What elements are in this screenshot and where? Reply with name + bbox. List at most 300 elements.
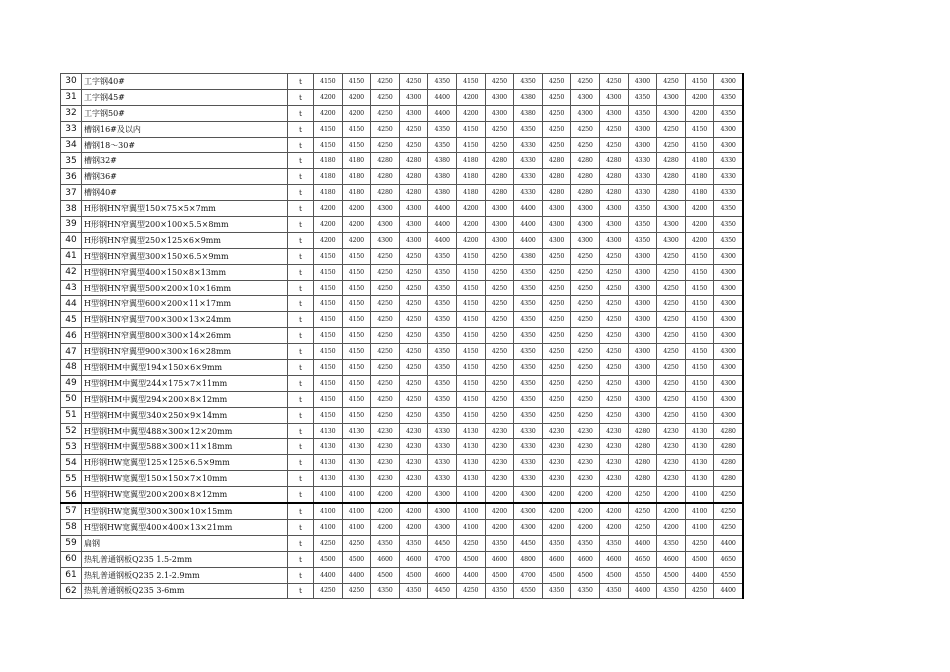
price-cell: 4300 xyxy=(514,519,543,535)
row-number: 43 xyxy=(61,280,82,296)
material-name: H型钢HN窄翼型700×300×13×24mm xyxy=(82,312,288,328)
unit-cell: t xyxy=(288,535,314,551)
price-cell: 4600 xyxy=(571,551,600,567)
price-cell: 4200 xyxy=(456,217,485,233)
material-name: 热轧普通钢板Q235 1.5-2mm xyxy=(82,551,288,567)
price-cell: 4250 xyxy=(399,375,428,391)
row-number: 60 xyxy=(61,551,82,567)
price-cell: 4600 xyxy=(428,567,457,583)
row-number: 56 xyxy=(61,487,82,503)
price-cell: 4250 xyxy=(542,121,571,137)
price-cell: 4300 xyxy=(485,232,514,248)
row-number: 53 xyxy=(61,439,82,455)
table-row xyxy=(61,519,743,535)
price-cell: 4330 xyxy=(428,439,457,455)
price-cell: 4180 xyxy=(314,185,343,201)
price-cell: 4200 xyxy=(314,201,343,217)
table-row xyxy=(61,248,743,264)
price-cell: 4280 xyxy=(542,153,571,169)
price-cell: 4280 xyxy=(628,423,657,439)
price-cell: 4350 xyxy=(542,535,571,551)
price-cell: 4150 xyxy=(456,407,485,423)
price-cell: 4250 xyxy=(657,344,686,360)
price-cell: 4250 xyxy=(371,312,400,328)
price-cell: 4130 xyxy=(342,455,371,471)
price-cell: 4300 xyxy=(485,201,514,217)
material-name: 工字钢45# xyxy=(82,89,288,105)
price-cell: 4250 xyxy=(542,74,571,90)
table-row xyxy=(61,185,743,201)
price-cell: 4280 xyxy=(714,455,743,471)
price-cell: 4350 xyxy=(428,407,457,423)
price-cell: 4300 xyxy=(714,391,743,407)
price-cell: 4300 xyxy=(628,375,657,391)
price-cell: 4500 xyxy=(657,567,686,583)
price-cell: 4250 xyxy=(399,121,428,137)
price-cell: 4250 xyxy=(657,328,686,344)
price-cell: 4300 xyxy=(714,407,743,423)
price-cell: 4150 xyxy=(685,296,714,312)
price-cell: 4400 xyxy=(314,567,343,583)
price-cell: 4250 xyxy=(371,248,400,264)
price-cell: 4150 xyxy=(342,121,371,137)
price-cell: 4230 xyxy=(657,471,686,487)
price-cell: 4250 xyxy=(542,407,571,423)
price-cell: 4300 xyxy=(428,503,457,519)
price-cell: 4250 xyxy=(485,296,514,312)
price-cell: 4130 xyxy=(685,471,714,487)
price-cell: 4200 xyxy=(685,105,714,121)
price-cell: 4250 xyxy=(599,280,628,296)
price-cell: 4250 xyxy=(342,535,371,551)
row-number: 44 xyxy=(61,296,82,312)
table-row xyxy=(61,487,743,503)
price-cell: 4250 xyxy=(599,248,628,264)
price-cell: 4230 xyxy=(571,439,600,455)
price-cell: 4250 xyxy=(399,264,428,280)
price-cell: 4250 xyxy=(571,328,600,344)
price-cell: 4350 xyxy=(628,201,657,217)
price-cell: 4350 xyxy=(628,232,657,248)
price-cell: 4230 xyxy=(599,439,628,455)
price-cell: 4250 xyxy=(657,137,686,153)
unit-cell: t xyxy=(288,567,314,583)
material-name: 槽钢16#及以内 xyxy=(82,121,288,137)
price-cell: 4200 xyxy=(456,89,485,105)
price-cell: 4600 xyxy=(399,551,428,567)
price-cell: 4250 xyxy=(371,74,400,90)
price-cell: 4200 xyxy=(456,201,485,217)
table-row xyxy=(61,280,743,296)
price-cell: 4350 xyxy=(428,296,457,312)
price-cell: 4300 xyxy=(714,360,743,376)
unit-cell: t xyxy=(288,232,314,248)
table-row xyxy=(61,439,743,455)
table-row xyxy=(61,217,743,233)
price-cell: 4250 xyxy=(485,391,514,407)
price-cell: 4230 xyxy=(542,471,571,487)
price-cell: 4200 xyxy=(314,89,343,105)
price-cell: 4250 xyxy=(542,344,571,360)
price-cell: 4250 xyxy=(657,407,686,423)
price-cell: 4230 xyxy=(485,439,514,455)
price-cell: 4400 xyxy=(714,535,743,551)
unit-cell: t xyxy=(288,169,314,185)
price-cell: 4200 xyxy=(542,503,571,519)
price-cell: 4230 xyxy=(599,471,628,487)
price-cell: 4300 xyxy=(714,280,743,296)
price-cell: 4100 xyxy=(456,487,485,503)
price-cell: 4180 xyxy=(342,169,371,185)
price-cell: 4300 xyxy=(628,360,657,376)
price-cell: 4200 xyxy=(314,105,343,121)
material-name: H型钢HN窄翼型500×200×10×16mm xyxy=(82,280,288,296)
price-cell: 4300 xyxy=(628,391,657,407)
table-row xyxy=(61,264,743,280)
price-cell: 4350 xyxy=(514,296,543,312)
price-cell: 4150 xyxy=(314,375,343,391)
price-cell: 4230 xyxy=(571,455,600,471)
price-cell: 4150 xyxy=(342,137,371,153)
price-cell: 4400 xyxy=(428,105,457,121)
price-cell: 4250 xyxy=(657,312,686,328)
unit-cell: t xyxy=(288,121,314,137)
price-cell: 4250 xyxy=(599,312,628,328)
price-cell: 4150 xyxy=(456,74,485,90)
price-cell: 4200 xyxy=(485,503,514,519)
price-cell: 4300 xyxy=(628,344,657,360)
price-cell: 4350 xyxy=(714,201,743,217)
unit-cell: t xyxy=(288,439,314,455)
price-cell: 4200 xyxy=(599,503,628,519)
price-cell: 4230 xyxy=(542,439,571,455)
price-cell: 4250 xyxy=(485,280,514,296)
table-row xyxy=(61,503,743,519)
price-cell: 4350 xyxy=(399,535,428,551)
price-cell: 4250 xyxy=(714,487,743,503)
price-cell: 4250 xyxy=(571,280,600,296)
price-cell: 4280 xyxy=(628,455,657,471)
price-cell: 4280 xyxy=(599,153,628,169)
price-cell: 4400 xyxy=(628,535,657,551)
price-cell: 4350 xyxy=(428,328,457,344)
table-row xyxy=(61,535,743,551)
row-number: 31 xyxy=(61,89,82,105)
price-cell: 4300 xyxy=(371,217,400,233)
row-number: 55 xyxy=(61,471,82,487)
price-cell: 4350 xyxy=(514,375,543,391)
material-name: 热轧普通钢板Q235 2.1-2.9mm xyxy=(82,567,288,583)
material-name: H型钢HM中翼型588×300×11×18mm xyxy=(82,439,288,455)
price-cell: 4450 xyxy=(428,535,457,551)
price-cell: 4250 xyxy=(599,121,628,137)
price-cell: 4230 xyxy=(485,455,514,471)
material-name: H形钢HW宽翼型125×125×6.5×9mm xyxy=(82,455,288,471)
price-cell: 4250 xyxy=(628,503,657,519)
price-cell: 4150 xyxy=(685,360,714,376)
price-cell: 4330 xyxy=(428,471,457,487)
price-cell: 4280 xyxy=(542,169,571,185)
unit-cell: t xyxy=(288,264,314,280)
price-cell: 4400 xyxy=(714,583,743,599)
price-cell: 4150 xyxy=(342,344,371,360)
price-cell: 4350 xyxy=(428,391,457,407)
price-cell: 4150 xyxy=(685,280,714,296)
price-cell: 4180 xyxy=(314,169,343,185)
price-cell: 4350 xyxy=(428,74,457,90)
table-row xyxy=(61,375,743,391)
material-name: H型钢HN窄翼型400×150×8×13mm xyxy=(82,264,288,280)
price-cell: 4380 xyxy=(428,169,457,185)
price-cell: 4450 xyxy=(514,535,543,551)
row-number: 38 xyxy=(61,201,82,217)
price-cell: 4300 xyxy=(714,264,743,280)
price-cell: 4350 xyxy=(514,312,543,328)
price-cell: 4150 xyxy=(685,74,714,90)
price-cell: 4250 xyxy=(485,344,514,360)
material-name: H型钢HN窄翼型900×300×16×28mm xyxy=(82,344,288,360)
table-row xyxy=(61,344,743,360)
price-cell: 4250 xyxy=(399,296,428,312)
table-row xyxy=(61,121,743,137)
price-cell: 4350 xyxy=(657,535,686,551)
price-cell: 4350 xyxy=(514,264,543,280)
price-cell: 4250 xyxy=(371,407,400,423)
price-cell: 4330 xyxy=(628,185,657,201)
price-cell: 4250 xyxy=(571,344,600,360)
row-number: 45 xyxy=(61,312,82,328)
price-cell: 4250 xyxy=(599,360,628,376)
row-number: 58 xyxy=(61,519,82,535)
price-cell: 4150 xyxy=(342,296,371,312)
price-cell: 4350 xyxy=(628,89,657,105)
price-cell: 4400 xyxy=(342,567,371,583)
price-cell: 4180 xyxy=(314,153,343,169)
unit-cell: t xyxy=(288,423,314,439)
price-cell: 4500 xyxy=(314,551,343,567)
price-cell: 4250 xyxy=(599,74,628,90)
price-cell: 4300 xyxy=(571,89,600,105)
price-cell: 4130 xyxy=(342,423,371,439)
price-cell: 4300 xyxy=(657,232,686,248)
price-cell: 4150 xyxy=(685,328,714,344)
row-number: 35 xyxy=(61,153,82,169)
price-cell: 4130 xyxy=(314,423,343,439)
price-cell: 4350 xyxy=(428,121,457,137)
price-cell: 4150 xyxy=(456,360,485,376)
price-cell: 4150 xyxy=(314,296,343,312)
price-cell: 4300 xyxy=(485,217,514,233)
price-cell: 4250 xyxy=(456,583,485,599)
price-cell: 4350 xyxy=(714,105,743,121)
price-cell: 4380 xyxy=(514,105,543,121)
price-cell: 4250 xyxy=(371,328,400,344)
price-cell: 4330 xyxy=(428,455,457,471)
price-cell: 4350 xyxy=(514,407,543,423)
price-cell: 4300 xyxy=(714,344,743,360)
price-cell: 4280 xyxy=(571,153,600,169)
table-row xyxy=(61,74,743,90)
price-cell: 4250 xyxy=(571,360,600,376)
price-cell: 4350 xyxy=(599,535,628,551)
material-name: H型钢HM中翼型294×200×8×12mm xyxy=(82,391,288,407)
price-cell: 4280 xyxy=(657,153,686,169)
unit-cell: t xyxy=(288,375,314,391)
price-cell: 4330 xyxy=(428,423,457,439)
price-cell: 4300 xyxy=(628,121,657,137)
price-cell: 4250 xyxy=(485,375,514,391)
price-cell: 4100 xyxy=(342,519,371,535)
price-cell: 4200 xyxy=(456,232,485,248)
material-name: H型钢HW宽翼型200×200×8×12mm xyxy=(82,487,288,503)
price-cell: 4280 xyxy=(399,169,428,185)
price-cell: 4250 xyxy=(485,74,514,90)
price-cell: 4300 xyxy=(571,105,600,121)
price-cell: 4300 xyxy=(571,201,600,217)
price-cell: 4330 xyxy=(714,153,743,169)
price-cell: 4230 xyxy=(399,455,428,471)
table-row xyxy=(61,391,743,407)
price-cell: 4150 xyxy=(456,375,485,391)
price-cell: 4500 xyxy=(371,567,400,583)
price-cell: 4230 xyxy=(599,423,628,439)
price-cell: 4350 xyxy=(514,74,543,90)
unit-cell: t xyxy=(288,344,314,360)
material-name: H型钢HM中翼型488×300×12×20mm xyxy=(82,423,288,439)
table-row xyxy=(61,360,743,376)
price-cell: 4250 xyxy=(342,583,371,599)
price-cell: 4150 xyxy=(314,344,343,360)
price-cell: 4280 xyxy=(714,439,743,455)
price-cell: 4300 xyxy=(714,312,743,328)
price-cell: 4250 xyxy=(485,360,514,376)
material-name: H型钢HM中翼型340×250×9×14mm xyxy=(82,407,288,423)
price-cell: 4280 xyxy=(399,185,428,201)
price-cell: 4300 xyxy=(628,407,657,423)
price-cell: 4350 xyxy=(599,583,628,599)
price-cell: 4200 xyxy=(399,519,428,535)
price-cell: 4300 xyxy=(714,375,743,391)
price-cell: 4230 xyxy=(542,455,571,471)
price-cell: 4200 xyxy=(342,232,371,248)
price-cell: 4250 xyxy=(371,344,400,360)
price-cell: 4300 xyxy=(399,232,428,248)
price-cell: 4100 xyxy=(342,487,371,503)
price-cell: 4130 xyxy=(456,455,485,471)
price-cell: 4300 xyxy=(542,217,571,233)
price-cell: 4150 xyxy=(314,328,343,344)
price-cell: 4330 xyxy=(628,153,657,169)
price-cell: 4250 xyxy=(371,121,400,137)
unit-cell: t xyxy=(288,89,314,105)
row-number: 61 xyxy=(61,567,82,583)
row-number: 34 xyxy=(61,137,82,153)
price-cell: 4250 xyxy=(399,137,428,153)
price-cell: 4250 xyxy=(485,312,514,328)
price-cell: 4280 xyxy=(371,169,400,185)
price-cell: 4150 xyxy=(314,407,343,423)
price-cell: 4150 xyxy=(342,407,371,423)
price-cell: 4500 xyxy=(399,567,428,583)
price-cell: 4250 xyxy=(571,121,600,137)
price-cell: 4500 xyxy=(599,567,628,583)
price-cell: 4230 xyxy=(399,439,428,455)
price-cell: 4350 xyxy=(714,232,743,248)
price-cell: 4150 xyxy=(456,328,485,344)
price-cell: 4230 xyxy=(371,423,400,439)
table-row xyxy=(61,312,743,328)
price-cell: 4150 xyxy=(685,137,714,153)
price-cell: 4200 xyxy=(685,201,714,217)
price-cell: 4300 xyxy=(371,201,400,217)
price-cell: 4250 xyxy=(599,296,628,312)
price-cell: 4300 xyxy=(571,232,600,248)
row-number: 59 xyxy=(61,535,82,551)
price-cell: 4330 xyxy=(514,471,543,487)
table-row xyxy=(61,328,743,344)
price-cell: 4250 xyxy=(657,360,686,376)
price-cell: 4250 xyxy=(657,248,686,264)
price-cell: 4500 xyxy=(342,551,371,567)
price-cell: 4150 xyxy=(685,248,714,264)
price-cell: 4280 xyxy=(599,169,628,185)
price-cell: 4380 xyxy=(428,185,457,201)
price-cell: 4150 xyxy=(342,280,371,296)
price-cell: 4230 xyxy=(371,455,400,471)
price-cell: 4180 xyxy=(685,153,714,169)
price-cell: 4350 xyxy=(428,360,457,376)
price-cell: 4280 xyxy=(657,169,686,185)
price-cell: 4250 xyxy=(371,391,400,407)
price-cell: 4280 xyxy=(399,153,428,169)
price-cell: 4150 xyxy=(342,312,371,328)
price-cell: 4330 xyxy=(514,169,543,185)
material-name: 工字钢50# xyxy=(82,105,288,121)
unit-cell: t xyxy=(288,328,314,344)
row-number: 32 xyxy=(61,105,82,121)
unit-cell: t xyxy=(288,201,314,217)
unit-cell: t xyxy=(288,360,314,376)
price-cell: 4200 xyxy=(542,487,571,503)
price-cell: 4250 xyxy=(542,248,571,264)
price-cell: 4130 xyxy=(685,423,714,439)
price-cell: 4280 xyxy=(714,423,743,439)
price-cell: 4280 xyxy=(485,153,514,169)
price-cell: 4200 xyxy=(342,217,371,233)
price-cell: 4250 xyxy=(371,89,400,105)
price-cell: 4150 xyxy=(314,121,343,137)
material-name: 槽钢18～30# xyxy=(82,137,288,153)
price-cell: 4100 xyxy=(456,519,485,535)
price-cell: 4250 xyxy=(599,137,628,153)
price-cell: 4350 xyxy=(657,583,686,599)
price-cell: 4250 xyxy=(371,264,400,280)
row-number: 42 xyxy=(61,264,82,280)
table-row xyxy=(61,296,743,312)
price-cell: 4350 xyxy=(714,89,743,105)
price-cell: 4200 xyxy=(657,503,686,519)
material-name: H型钢HW宽翼型300×300×10×15mm xyxy=(82,503,288,519)
price-cell: 4350 xyxy=(371,583,400,599)
price-cell: 4300 xyxy=(714,328,743,344)
row-number: 46 xyxy=(61,328,82,344)
price-cell: 4800 xyxy=(514,551,543,567)
price-cell: 4300 xyxy=(657,217,686,233)
price-cell: 4150 xyxy=(456,248,485,264)
price-cell: 4200 xyxy=(657,487,686,503)
price-cell: 4250 xyxy=(456,535,485,551)
price-cell: 4180 xyxy=(456,169,485,185)
